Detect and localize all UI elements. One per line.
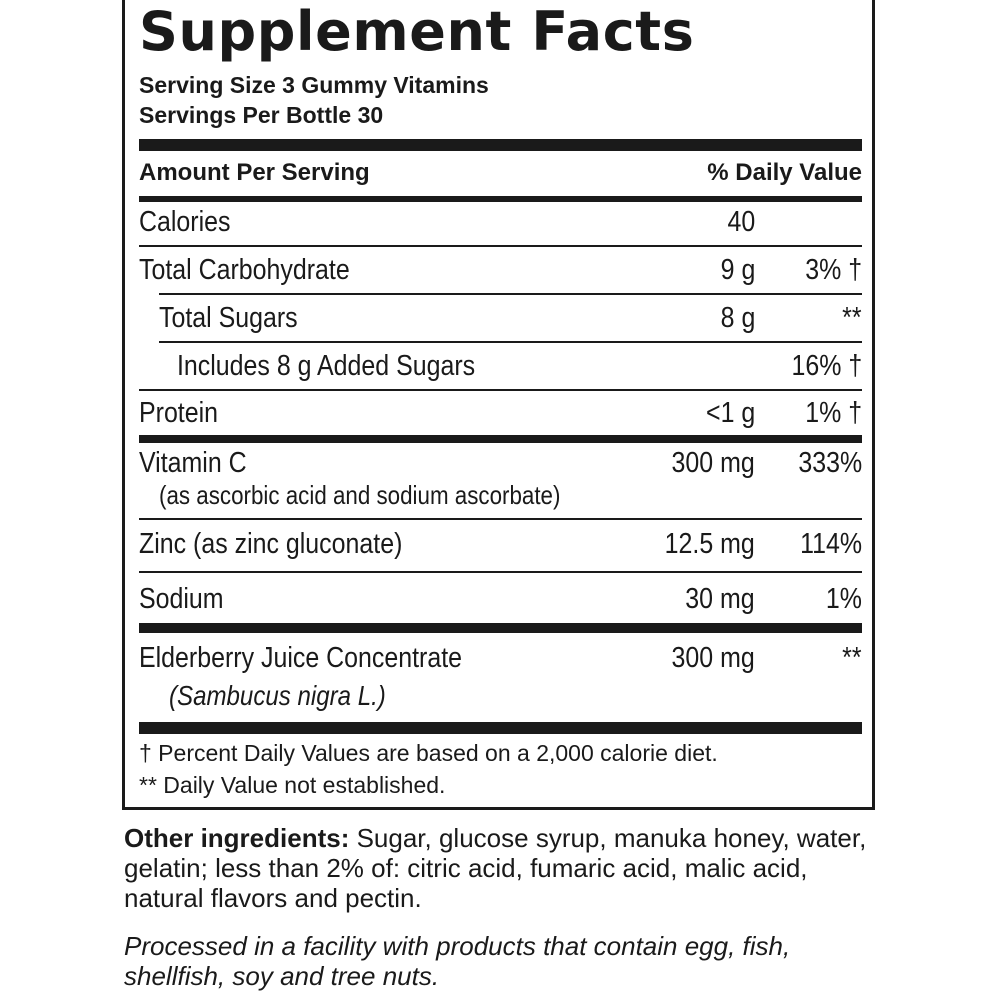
nutrient-amount: 9 g xyxy=(720,254,755,286)
nutrient-name: Elderberry Juice Concentrate xyxy=(139,642,462,674)
nutrient-dv: ** xyxy=(842,302,862,334)
nutrient-name: Protein xyxy=(139,397,219,429)
thin-divider xyxy=(139,245,862,247)
botanical-name: (Sambucus nigra L.) xyxy=(169,680,386,711)
nutrient-name: Includes 8 g Added Sugars xyxy=(177,350,476,382)
nutrient-amount: 300 mg xyxy=(671,447,755,479)
panel-title: Supplement Facts xyxy=(139,0,695,63)
nutrient-source: (as ascorbic acid and sodium ascorbate) xyxy=(159,480,561,510)
other-ingredients-label: Other ingredients: xyxy=(124,823,350,853)
nutrient-amount: 300 mg xyxy=(671,642,755,674)
footnote-daily-values: † Percent Daily Values are based on a 2,000 calorie diet. xyxy=(139,740,718,766)
nutrient-name: Zinc (as zinc gluconate) xyxy=(139,528,403,560)
nutrient-name: Total Carbohydrate xyxy=(139,254,350,286)
other-ingredients xyxy=(124,823,884,913)
nutrient-amount: <1 g xyxy=(705,397,755,429)
servings-per-container: Servings Per Bottle 30 xyxy=(139,102,384,128)
amount-per-serving-label: Amount Per Serving xyxy=(139,159,370,186)
nutrient-dv: 1% † xyxy=(805,397,862,429)
allergen-statement: Processed in a facility with products that contain egg, fish, shellfish, soy and tree nuts. xyxy=(124,931,791,991)
nutrient-dv: 1% xyxy=(825,583,862,615)
nutrient-amount: 12.5 mg xyxy=(664,528,755,560)
daily-value-label: % Daily Value xyxy=(707,159,862,186)
nutrient-name: Calories xyxy=(139,206,231,238)
nutrient-dv: ** xyxy=(842,642,862,674)
thick-divider xyxy=(139,435,862,443)
nutrient-name: Total Sugars xyxy=(159,302,298,334)
footnote-not-established: ** Daily Value not established. xyxy=(139,772,446,798)
thin-divider xyxy=(139,571,862,573)
thin-divider xyxy=(159,293,862,295)
thin-divider xyxy=(139,518,862,520)
nutrient-dv: 16% † xyxy=(791,350,862,382)
thick-divider xyxy=(139,139,862,151)
nutrient-dv: 3% † xyxy=(805,254,862,286)
nutrient-amount: 8 g xyxy=(720,302,755,334)
supplement-facts-panel xyxy=(122,0,875,810)
thin-divider xyxy=(139,389,862,391)
nutrient-dv: 114% xyxy=(800,528,862,560)
thin-divider xyxy=(159,341,862,343)
serving-size: Serving Size 3 Gummy Vitamins xyxy=(139,72,489,98)
nutrient-amount: 30 mg xyxy=(685,583,755,615)
other-ingredients-text: Sugar, glucose syrup, manuka honey, water, gelatin; less than 2% of: citric acid, fumaric acid, malic acid, natural flavors and pectin. xyxy=(124,823,867,913)
thick-divider xyxy=(139,623,862,633)
medium-divider xyxy=(139,196,862,202)
nutrient-name: Vitamin C xyxy=(139,447,247,479)
thick-divider xyxy=(139,722,862,734)
nutrient-name: Sodium xyxy=(139,583,224,615)
nutrient-dv: 333% xyxy=(798,447,862,479)
nutrient-amount: 40 xyxy=(727,206,755,238)
